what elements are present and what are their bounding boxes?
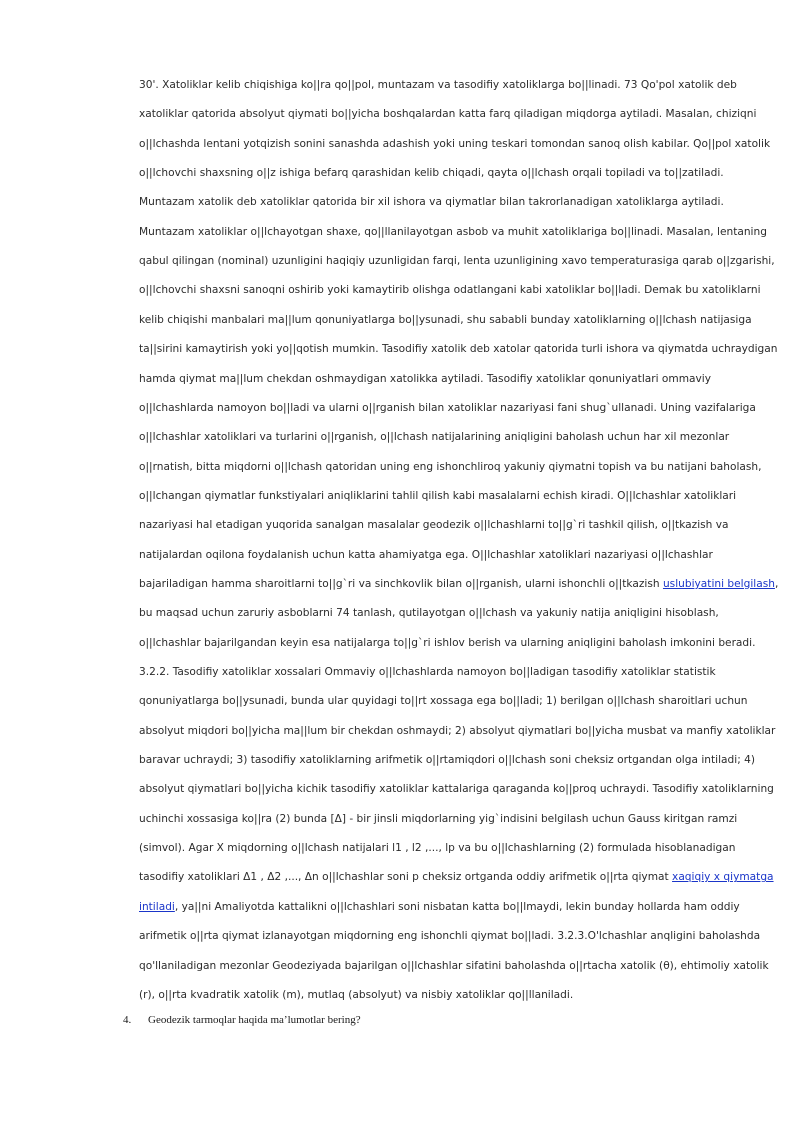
line-text: qabul qilingan (nominal) uzunligini haqiqiy uzunligidan farqi, lenta uzunligining xavo temperaturasiga qarab o||zgarishi, — [139, 255, 775, 268]
line-text: baravar uchraydi; 3) tasodifiy xatoliklarning arifmetik o||rtamiqdori o||lchash soni cheksiz ortgandan olga intiladi; 4) — [139, 754, 756, 767]
line-text: , ya||ni Amaliyotda kattalikni o||lchashlari soni nisbatan katta bo||lmaydi, lekin bunday hollarda ham oddiy — [174, 900, 740, 913]
paragraph-line — [139, 782, 774, 796]
line-text: arifmetik o||rta qiymat izlanayotgan miqdorning eng ishonchli qiymat bo||ladi. 3.2.3.O'lchashlar anqligini baholashda — [139, 930, 761, 943]
paragraph-line — [139, 401, 756, 415]
line-text: o||lchashlar xatoliklari va turlarini o||rganish, o||lchash natijalarining aniqligini baholash uchun har xil mezonlar — [139, 431, 730, 444]
paragraph-line — [139, 78, 737, 92]
line-text: absolyut qiymatlari bo||yicha kichik tasodifiy xatoliklar kattalariga qaraganda ko||proq uchraydi. Tasodifiy xatoliklarning — [139, 783, 774, 796]
question-number: 4. — [123, 1014, 132, 1026]
paragraph-line — [139, 900, 740, 914]
line-text: o||lchangan qiymatlar funkstiyalari aniqliklarini tahlil qilish kabi masalalarni echish kiradi. O||lchashlar xatoliklari — [139, 489, 737, 502]
line-text: o||lchashda lentani yotqizish sonini sanashda adashish yoki uning teskari tomondan sanoq olish kabilar. Qo||pol xatolik — [139, 137, 771, 150]
line-text: natijalardan oqilona foydalanish uchun katta ahamiyatga ega. O||lchashlar xatoliklari nazariyasi o||lchashlar — [139, 548, 713, 561]
line-text: o||rnatish, bitta miqdorni o||lchash qatoridan uning eng ishonchliroq yakuniy qiymatni topish va bu natijani baholash, — [139, 460, 762, 473]
line-text: absolyut miqdori bo||yicha ma||lum bir chekdan oshmaydi; 2) absolyut qiymatlari bo||yicha musbat va manfiy xatoliklar — [139, 724, 776, 737]
line-text: (r), o||rta kvadratik xatolik (m), mutlaq (absolyut) va nisbiy xatoliklar qo||llaniladi. — [139, 988, 574, 1001]
line-text: xatoliklar qatorida absolyut qiymati bo||yicha boshqalardan katta farq qiladigan miqdorga aytiladi. Masalan, chiziqni — [139, 108, 757, 121]
line-text: tasodifiy xatoliklari Δ1 , Δ2 ,..., Δn o||lchashlar soni p cheksiz ortganda oddiy arifmetik o||rta qiymat — [139, 871, 673, 884]
paragraph-line — [139, 724, 775, 738]
paragraph-line — [139, 195, 724, 209]
paragraph-line — [139, 929, 760, 943]
paragraph-line — [139, 107, 756, 121]
paragraph-line — [139, 283, 761, 297]
line-text: o||lchashlar bajarilgandan keyin esa natijalarga to||g`ri ishlov berish va ularning aniqligini baholash imkonini beradi. — [139, 636, 756, 649]
line-text: qonuniyatlarga bo||ysunadi, bunda ular quyidagi to||rt xossaga ega bo||ladi; 1) berilgan o||lchash sharoitlari uchun — [139, 695, 748, 708]
paragraph-line — [139, 489, 736, 503]
paragraph-line — [139, 870, 774, 884]
line-text: 30'. Xatoliklar kelib chiqishiga ko||ra qo||pol, muntazam va tasodifiy xatoliklarga bo||linadi. 73 Qo'pol xatolik deb — [139, 79, 737, 91]
line-text: , — [774, 577, 779, 590]
paragraph-line — [139, 225, 767, 239]
line-text: nazariyasi hal etadigan yuqorida sanalgan masalalar geodezik o||lchashlarni to||g`ri tashkil qilish, o||tkazish va — [139, 519, 729, 532]
paragraph-line — [139, 430, 729, 444]
line-text: ta||sirini kamaytirish yoki yo||qotish mumkin. Tasodifiy xatolik deb xatolar qatorida turli ishora va qiymatda uchraydigan — [139, 343, 778, 356]
paragraph-line — [139, 460, 761, 474]
paragraph-line — [139, 548, 713, 562]
line-text: o||lchovchi shaxsning o||z ishiga befarq qarashidan kelib chiqadi, qayta o||lchash orqali topiladi va to||zatiladi. — [139, 167, 724, 180]
line-text: bajariladigan hamma sharoitlarni to||g`ri va sinchkovlik bilan o||rganish, ularni ishonchli o||tkazish — [139, 577, 663, 590]
paragraph-line — [139, 313, 752, 327]
line-text: bu maqsad uchun zaruriy asboblarni 74 tanlash, qutilayotgan o||lchash va yakuniy natija aniqligini hisoblash, — [139, 607, 719, 620]
inline-link[interactable]: intiladi — [139, 900, 175, 913]
inline-link[interactable]: xaqiqiy x qiymatga — [672, 871, 774, 884]
line-text: (simvol). Agar X miqdorning o||lchash natijalari l1 , l2 ,..., lp va bu o||lchashlarning (2) formulada hisoblanadigan — [139, 842, 736, 855]
paragraph-line — [139, 959, 769, 973]
paragraph-line — [139, 694, 747, 708]
line-text: kelib chiqishi manbalari ma||lum qonuniyatlarga bo||ysunadi, shu sababli bunday xatoliklarning o||lchash natijasiga — [139, 313, 752, 326]
paragraph-line — [139, 342, 777, 356]
line-text: uchinchi xossasiga ko||ra (2) bunda [Δ] - bir jinsli miqdorlarning yig`indisini belgilash uchun Gauss kiritgan ramzi — [139, 812, 738, 825]
line-text: o||lchashlarda namoyon bo||ladi va ularni o||rganish bilan xatoliklar nazariyasi fani shug`ullanadi. Uning vazifalariga — [139, 401, 756, 414]
paragraph-line — [139, 518, 729, 532]
paragraph-line — [139, 606, 719, 620]
line-text: qo'llaniladigan mezonlar Geodeziyada bajarilgan o||lchashlar sifatini baholashda o||rtacha xatolik (θ), ehtimoliy xatolik — [139, 959, 769, 972]
paragraph-line — [139, 841, 735, 855]
paragraph-line — [139, 753, 755, 767]
inline-link[interactable]: uslubiyatini belgilash — [662, 577, 775, 590]
paragraph-line — [139, 988, 573, 1002]
line-text: Muntazam xatoliklar o||lchayotgan shaxe, qo||llanilayotgan asbob va muhit xatoliklariga bo||linadi. Masalan, lentaning — [139, 225, 767, 238]
paragraph-line — [139, 254, 775, 268]
paragraph-line — [139, 372, 711, 386]
paragraph-line — [139, 636, 755, 650]
paragraph-line — [139, 577, 778, 591]
line-text: hamda qiymat ma||lum chekdan oshmaydigan xatolikka aytiladi. Tasodifiy xatoliklar qonuniyatlari ommaviy — [139, 372, 712, 385]
paragraph-line — [139, 137, 770, 151]
paragraph-line — [139, 665, 716, 679]
paragraph-line — [139, 812, 737, 826]
question-text: Geodezik tarmoqlar haqida ma’lumotlar bering? — [148, 1014, 361, 1026]
line-text: o||lchovchi shaxsni sanoqni oshirib yoki kamaytirib olishga odatlangani kabi xatoliklar bo||ladi. Demak bu xatoliklarni — [139, 284, 761, 297]
line-text: Muntazam xatolik deb xatoliklar qatorida bir xil ishora va qiymatlar bilan takrorlanadigan xatoliklarga aytiladi. — [139, 196, 724, 209]
paragraph-line — [139, 166, 724, 180]
line-text: 3.2.2. Tasodifiy xatoliklar xossalari Ommaviy o||lchashlarda namoyon bo||ladigan tasodifiy xatoliklar statistik — [139, 666, 716, 678]
